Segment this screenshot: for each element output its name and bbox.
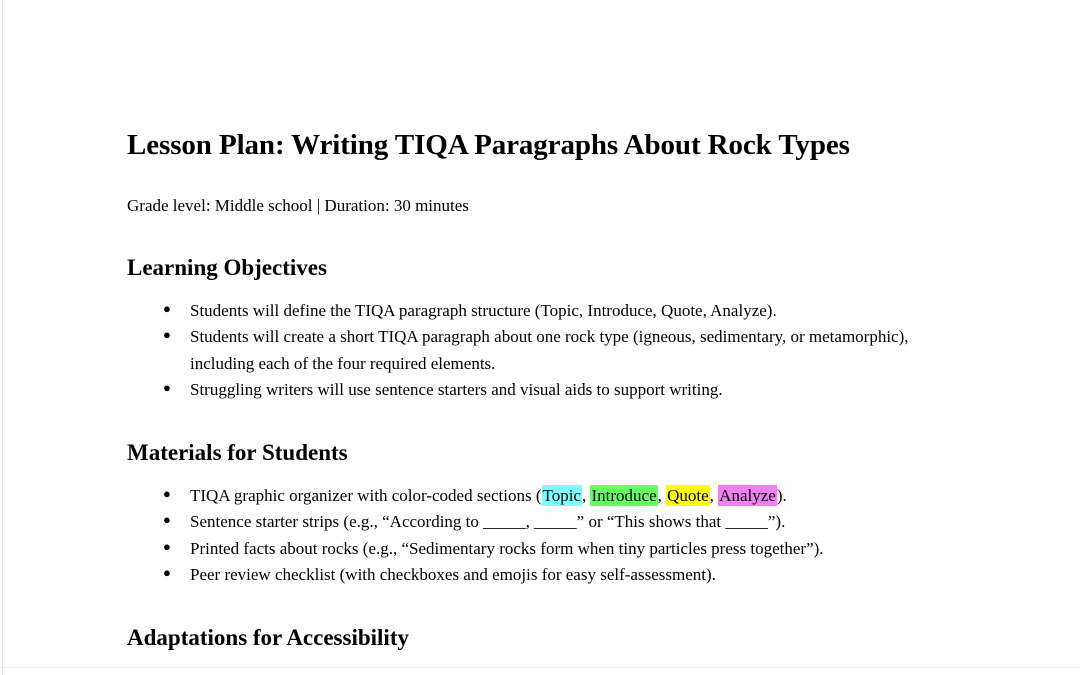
bullet-icon: ●: [163, 301, 171, 317]
section-heading-adaptations-for-accessibility: Adaptations for Accessibility: [127, 625, 409, 651]
highlight-separator: ,: [581, 486, 591, 505]
list-item: [127, 324, 947, 377]
page-bottom-edge-rule: [0, 667, 1080, 668]
highlight-separator: ,: [657, 486, 667, 505]
highlight-analyze: Analyze: [719, 486, 776, 505]
highlight-quote: Quote: [667, 486, 709, 505]
document-meta-line: Grade level: Middle school | Duration: 30 minutes: [127, 196, 469, 216]
section-heading-learning-objectives: Learning Objectives: [127, 255, 327, 281]
bullet-icon: ●: [163, 486, 171, 501]
materials-list: [127, 467, 947, 588]
list-item-tail-text: ).: [776, 486, 787, 505]
bullet-icon: ●: [163, 327, 171, 343]
list-item-text: Struggling writers will use sentence starters and visual aids to support writing.: [190, 380, 723, 400]
document-body: [127, 0, 947, 652]
bullet-icon: ●: [163, 512, 171, 528]
bullet-icon: ●: [163, 380, 171, 396]
list-item: [127, 536, 947, 562]
list-item: [127, 377, 947, 403]
bullet-icon: ●: [163, 538, 171, 554]
highlight-topic: Topic: [542, 486, 581, 505]
list-item: [127, 562, 947, 588]
bullet-icon: ●: [163, 565, 171, 581]
section-heading-materials-for-students: Materials for Students: [127, 440, 348, 466]
list-item-text: Students will create a short TIQA paragraph about one rock type (igneous, sedimentary, or metamorphic), including each of the four required elements.: [190, 327, 909, 373]
highlight-separator: ,: [709, 486, 719, 505]
page-left-edge-rule: [2, 0, 3, 675]
list-item-lead-text: TIQA graphic organizer with color-coded sections (: [190, 486, 542, 505]
learning-objectives-list: [127, 282, 947, 403]
list-item-text: Sentence starter strips (e.g., “According to _____, _____” or “This shows that _____”).: [190, 512, 786, 532]
list-item-text: Peer review checklist (with checkboxes and emojis for easy self-assessment).: [190, 565, 716, 585]
list-item: [127, 298, 947, 324]
list-item-graphic-organizer: [127, 483, 947, 509]
list-item-text: Printed facts about rocks (e.g., “Sedimentary rocks form when tiny particles press together”).: [190, 538, 824, 558]
list-item-text: Students will define the TIQA paragraph structure (Topic, Introduce, Quote, Analyze).: [190, 301, 777, 321]
page-title: Lesson Plan: Writing TIQA Paragraphs About Rock Types: [127, 129, 850, 161]
highlight-introduce: Introduce: [591, 486, 657, 505]
list-item: [127, 509, 947, 535]
